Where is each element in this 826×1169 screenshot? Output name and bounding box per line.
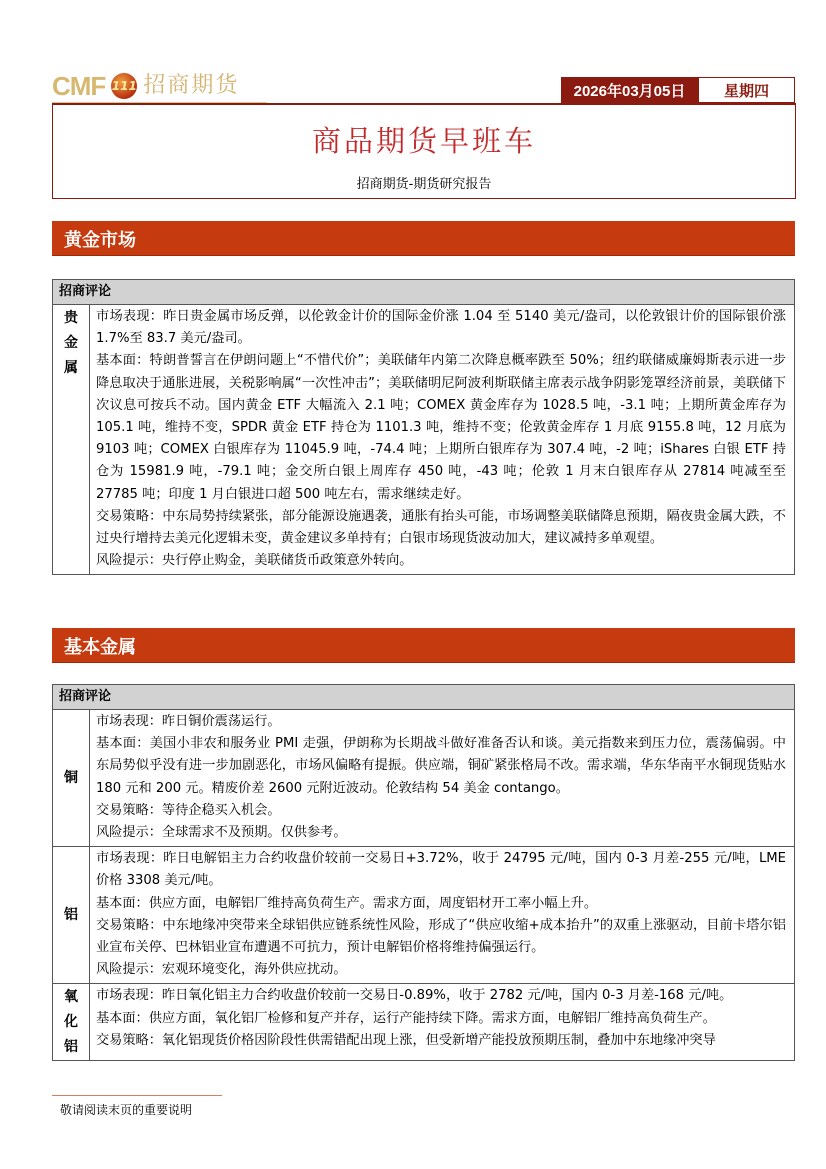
section-header-gold — [52, 221, 795, 256]
section-title: 基本金属 — [64, 637, 136, 658]
risk-warning-text: 风险提示：宏观环境变化，海外供应扰动。 — [96, 962, 347, 978]
market-performance-text: 市场表现：昨日贵金属市场反弹，以伦敦金计价的国际金价涨 1.04 至 5140 美元/盎司，以伦敦银计价的国际银价涨 1.7%至 83.7 美元/盎司。 — [96, 309, 786, 347]
row-label-char: 贵 — [64, 310, 78, 326]
table-row-alumina — [53, 984, 794, 1060]
row-label-alumina — [53, 984, 90, 1060]
section-header-base-metals — [52, 628, 795, 663]
market-performance-text: 市场表现：昨日铜价震荡运行。 — [96, 714, 281, 729]
row-label-aluminum — [53, 847, 90, 983]
report-weekday: 星期四 — [698, 77, 795, 103]
table-row-aluminum — [53, 847, 794, 984]
comment-table-header: 招商评论 — [53, 280, 794, 305]
row-label-char: 金 — [64, 335, 78, 351]
fundamentals-text: 基本面：供应方面，电解铝厂维持高负荷生产。需求方面，周度铝材开工率小幅上升。 — [96, 895, 598, 911]
logo-badge-icon: 111 — [111, 73, 137, 99]
row-content — [90, 984, 794, 1060]
report-date: 2026年03月05日 — [561, 77, 698, 103]
row-content — [90, 305, 794, 574]
row-label-copper — [53, 710, 90, 846]
row-label-char: 氧 — [64, 989, 78, 1006]
fundamentals-text: 基本面：美国小非农和服务业 PMI 走强，伊朗称为长期战斗做好准备否认和谈。美元指数来到压力位，震荡偏弱。中东局势似乎没有进一步加剧恶化，市场风偏略有提振。供应端，铜矿紧张格局不改。需求端，华东华南平水铜现货贴水 180 元和 200 元。精废价差 2600 元附近波动。伦敦结构 54 美金 contango。 — [96, 736, 786, 796]
risk-warning-text: 风险提示：全球需求不及预期。仅供参考。 — [96, 825, 347, 841]
title-panel — [52, 103, 796, 199]
market-performance-text: 市场表现：昨日氧化铝主力合约收盘价较前一交易日-0.89%，收于 2782 元/吨，国内 0-3 月差-168 元/吨。 — [96, 988, 733, 1004]
row-content — [90, 847, 794, 983]
table-row-precious-metals — [53, 305, 794, 574]
fundamentals-text: 基本面：供应方面，氧化铝厂检修和复产并存，运行产能持续下降。需求方面，电解铝厂维持高负荷生产。 — [96, 1010, 716, 1026]
comment-table-base-metals — [52, 684, 795, 1061]
trading-strategy-text: 交易策略：中东地缘冲突带来全球铝供应链系统性风险，形成了“供应收缩+成本抬升”的双重上涨驱动，目前卡塔尔铝业宣布关停、巴林铝业宣布遭遇不可抗力，预计电解铝价格将维持偏强运行。 — [96, 917, 786, 956]
footer-disclaimer-note: 敬请阅读末页的重要说明 — [60, 1103, 193, 1117]
row-label-char: 铜 — [64, 769, 78, 786]
section-title: 黄金市场 — [64, 230, 136, 251]
row-label-char: 化 — [64, 1014, 78, 1031]
row-label-char: 属 — [64, 360, 78, 376]
fundamentals-text: 基本面：特朗普誓言在伊朗问题上“不惜代价”；美联储年内第二次降息概率跌至 50%；纽约联储威廉姆斯表示进一步降息取决于通胀进展，关税影响属“一次性冲击”；美联储明尼阿波利斯联储主席表示战争阴影笼罩经济前景，美联储下次议息可按兵不动。国内黄金 ETF 大幅流入 2.1 吨；COMEX 黄金库存为 1028.5 吨，-3.1 吨；上期所黄金库存为 105.1 吨，维持不变，SPDR 黄金 ETF 持仓为 1101.3 吨，维持不变；伦敦黄金库存 1 月底 9155.8 吨，12 月底为 9103 吨；COMEX 白银库存为 11045.9 吨，-74.4 吨；上期所白银库存为 307.4 吨，-2 吨；iShares 白银 ETF 持仓为 15981.9 吨，-79.1 吨；金交所白银上周库存 450 吨，-43 吨；伦敦 1 月末白银库存从 27814 吨减至至 27785 吨；印度 1 月白银进口超 500 吨左右，需求继续走好。 — [96, 353, 786, 502]
company-logo — [52, 71, 239, 101]
logo-company-name: 招商期货 — [143, 73, 240, 98]
risk-warning-text: 风险提示：央行停止购金，美联储货币政策意外转向。 — [96, 553, 413, 569]
footer-divider — [52, 1095, 222, 1096]
row-label-precious-metals — [53, 305, 90, 574]
row-label-char: 铝 — [64, 1039, 78, 1056]
report-title: 商品期货早班车 — [311, 124, 536, 158]
trading-strategy-text: 交易策略：氧化铝现货价格因阶段性供需错配出现上涨，但受新增产能投放预期压制，叠加中东地缘冲突导 — [96, 1032, 716, 1048]
table-row-copper — [53, 710, 794, 847]
row-label-char: 铝 — [64, 906, 78, 923]
trading-strategy-text: 交易策略：中东局势持续紧张，部分能源设施遇袭，通胀有抬头可能，市场调整美联储降息预期，隔夜贵金属大跌，不过央行增持去美元化逻辑未变，黄金建议多单持有；白银市场现货波动加大，建议减持多单观望。 — [96, 508, 786, 547]
market-performance-text: 市场表现：昨日电解铝主力合约收盘价较前一交易日+3.72%，收于 24795 元/吨，国内 0-3 月差-255 元/吨，LME 价格 3308 美元/吨。 — [96, 851, 786, 889]
row-content — [90, 710, 794, 846]
comment-table-header: 招商评论 — [53, 685, 794, 710]
comment-table-gold — [52, 279, 795, 575]
logo-cmf-text: CMF — [52, 71, 106, 101]
report-subtitle: 招商期货-期货研究报告 — [356, 177, 492, 192]
trading-strategy-text: 交易策略：等待企稳买入机会。 — [96, 802, 281, 818]
